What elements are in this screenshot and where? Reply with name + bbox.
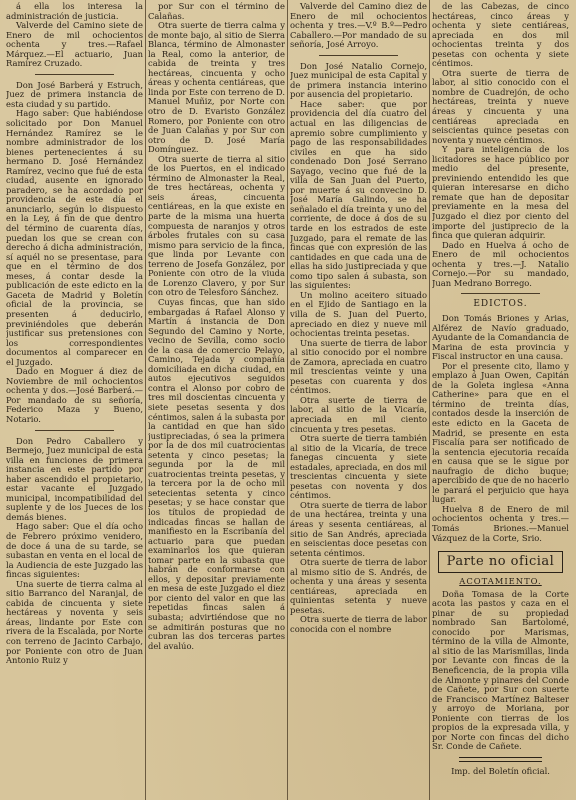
column-rule: [429, 0, 430, 800]
section-separator: [35, 74, 114, 75]
column-1: [6, 2, 143, 794]
section-box-title: Parte no oficial: [438, 551, 563, 573]
column-rule: [287, 0, 288, 800]
paragraph: Valverde del Camino siete de Enero de mil ochocientos ochenta y tres.—Rafael Márquez.—El actuario, Juan Ramírez Cruzado.: [6, 20, 143, 69]
paragraph: Don José Barberá y Estruch, Juez de primera instancia de esta ciudad y su partido.: [6, 79, 143, 109]
paragraph: Otra suerte de tierra de labor, al sitio de la Vicaría, apreciada en mil ciento cincuenta y tres pesetas.: [290, 394, 427, 434]
column-rule: [145, 0, 146, 800]
paragraph: Otra suerte de tierra de labor al mismo sitio de S. Andrés, de ochenta y una áreas y sesenta centiáreas, apreciada en quinientas setenta y nueve pesetas.: [290, 557, 427, 615]
paragraph: Dado en Huelva á ocho de Enero de mil ochocientos ochenta y tres.—J. Natalio Cornejo.—Por su mandado, Juan Medrano Borrego.: [432, 239, 569, 288]
paragraph: Otra suerte de tierra de labor de una hectárea, treinta y una áreas y sesenta centiáreas, al sitio de San Andrés, apreciada en seiscientas doce pesetas con setenta céntimos.: [290, 499, 427, 558]
paragraph: Hace saber: que por providencia del día cuatro del actual en las diligencias de apremio sobre cumplimiento y pago de las responsabilidades civiles en que ha sido condenado Don José Serrano Sayago, vecino que fué de la villa de San Juan del Puerto, por muerte á su convecino D. José María Galindo, se ha señalado el día treinta y uno del corriente, de doce á dos de su tarde en los estrados de este Juzgado, para el remate de las fincas que con expresión de las cantidades en que cada una de ellas ha sido justipreciada y que como tipo salen á subasta, son las siguientes:: [290, 98, 427, 291]
paragraph: Otra suerte de tierra también al sitio de la Vicaría, de trece fanegas cincuenta y siete estadales, apreciada, en dos mil trescientas cincuenta y siete pesetas con noventa y dos céntimos.: [290, 433, 427, 501]
paragraph: Cuyas fincas, que han sido embargadas á Rafael Alonso y Martín á instancia de Don Segundo del Camino y Norte, vecino de Sevilla, como socio de la casa de comercio Pelayo, Camino, Tejada y compañía domiciliada en dicha ciudad, en autos ejecutivos seguidos contra el Alonso por cobro de tres mil doscientas cincuenta y siete pesetas sesenta y dos céntimos, salen á la subasta por la cantidad en que han sido justipreciadas, ó sea la primera por la de dos mil cuatrocientas setenta y cinco pesetas; la segunda por la de mil cuatrocientas treinta pesetas, y la tercera por la de ocho mil setecientas setenta y cinco pesetas; y se hace constar que los títulos de propiedad de indicadas fincas se hallan de manifiesto en la Escribanía del actuario para que puedan examinarlos los que quieran tomar parte en la subasta que habrán de conformarse con ellos, y depositar previamente en mesa de este Juzgado el diez por ciento del valor en que las repetidas fincas salen á subasta; advirtiéndose que no se admitirán posturas que no cubran las dos terceras partes del avalúo.: [148, 296, 285, 651]
edictos-heading: EDICTOS.: [473, 299, 528, 310]
paragraph: Dado en Moguer á diez de Noviembre de mil ochocientos ochenta y dos.—José Barberá.—Por mandado de su señoría, Federico Maza y Bueno, Notario.: [6, 366, 143, 424]
acotamiento-heading: ACOTAMIENTO.: [459, 576, 542, 587]
printer-credit: Imp. del Boletín oficial.: [451, 765, 550, 776]
paragraph: Otra suerte de tierra calma y de monte bajo, al sitio de Sierra Blanca, término de Almonaster la Real, como la anterior, de cabida de treinta y tres hectáreas, cincuenta y ocho áreas y ochenta centiáreas, que linda por Este con terreno de D. Manuel Muñiz, por Norte con otro de D. Evaristo González Romero, por Poniente con otro de Juan Calañas y por Sur con otro de D. José María Domínguez.: [148, 20, 285, 155]
paragraph: Huelva 8 de Enero de mil ochocientos ochenta y tres.—Tomás Briones.—Manuel Vázquez de la Corte, Srio.: [432, 503, 569, 543]
paragraph: de las Cabezas, de cinco hectáreas, cinco áreas y ochenta y siete centiáreas, apreciada en dos mil ochocientas treinta y dos pesetas con ochenta y siete céntimos.: [432, 2, 569, 69]
paragraph: por Sur con el término de Calañas.: [148, 2, 285, 21]
paragraph: Hago saber: Que el día ocho de Febrero próximo venidero, de doce á una de su tarde, se subastan en venta en el local de la Audiencia de este Juzgado las fincas siguientes:: [6, 521, 143, 580]
paragraph: Valverde del Camino diez de Enero de mil ochocientos ochenta y tres.—V.º B.º—Pedro Caballero.—Por mandado de su señoría, José Arroyo.: [290, 2, 427, 50]
paragraph: Doña Tomasa de la Corte acota las pastos y caza en el pinar de su propiedad nombrado San Bartolomé, conocido por Marismas, término de la villa de Almonte, al sitio de las Marismillas, linda por Levante con fincas de la Beneficencia, de la propia villa de Almonte y pinares del Conde de Cañete, por Sur con suerte de Francisco Martínez Balteser y arroyo de Moriana, por Poniente con tierras de los propios de la expresada villa, y por Norte con fincas del dicho Sr. Conde de Cañete.: [432, 588, 569, 752]
paragraph: Hago saber: Que habiéndose solicitado por Don Manuel Hernández Ramírez se le nombre administrador de los bienes pertenecientes á su hermano D. José Hernández Ramírez, vecino que fué de esta ciudad, ausente en ignorado paradero, se ha acordado por providencia de este día el anunciarlo, según lo dispuesto en la Ley, á fin de que dentro del término de cuarenta días, puedan los que se crean con derecho á dicha administración, sí aquél no se presentase, para que en el término de dos meses, á contar desde la publicación de este edicto en la Gaceta de Madrid y Boletín oficial de la provincia, se presenten á deducirlo, previniéndoles que deberán justificar sus pretensiones con los correspondientes documentos al comparecer en el Juzgado.: [6, 108, 143, 367]
paragraph: á ella los interesa la administración de justicia.: [6, 2, 143, 21]
paragraph: Otra suerte de tierra al sitio de los Puertos, en el indicado término de Almonaster la Real, de tres hectáreas, ochenta y seis áreas, cincuenta centiáreas, en la que existe en parte de la misma una huerta compuesta de naranjos y otros árboles frutales con su casa mismo para servicio de la finca, que linda por Levante con terreno de Josefa González, por Poniente con otro de la viuda de Lorenzo Clavero, y por Sur con otro de Telesforo Sánchez.: [148, 153, 285, 298]
paragraph: Y para inteligencia de los licitadores se hace público por medio del presente, previniendo entendido les que quieran interesarse en dicho remate que han de depositar previamente en la mesa del Juzgado el diez por ciento del importe del justiprecio de la finca que quieran adquirir.: [432, 144, 569, 241]
section-separator: [319, 55, 398, 56]
column-4: [432, 2, 569, 794]
paragraph: Otra suerte de tierra de labor conocida con el nombre: [290, 614, 427, 634]
paragraph: Un molino aceitero situado en el Ejido de Santiago en la villa de S. Juan del Puerto, apreciado en diez y nueve mil ochocientas treinta pesetas.: [290, 289, 427, 339]
paragraph: Don José Natalio Cornejo, Juez municipal de esta Capital y de primera instancia interino por ausencia del propietario.: [290, 60, 427, 100]
paragraph: Una suerte de tierra de labor al sitio conocido por el nombre de Zamora, apreciada en cuatro mil trescientas veinte y una pesetas con cuarenta y dos céntimos.: [290, 337, 427, 396]
section-separator: [35, 430, 114, 431]
paragraph: Por el presente cito, llamo y emplazo á Juan Owen, Capitán de la Goleta inglesa «Anna Catherine» para que en el término de treinta días, contados desde la inserción de este edicto en la Gaceta de Madrid, se presente en esta Fiscalía para ser notificado de la sentencia ejecutoria recaída en causa que se le sigue por naufragio de dicho buque; apercibido de que de no hacerlo le parará el perjuicio que haya lugar.: [432, 360, 569, 505]
double-rule: [459, 757, 541, 762]
paragraph: Otra suerte de tierra de labor, al sitio conocido con el nombre de Cuadrejón, de ocho hectáreas, treinta y nueve áreas y cincuenta y una centiáreas apreciada en seiscientas quince pesetas con noventa y nueve céntimos.: [432, 67, 569, 145]
column-3: [290, 2, 427, 794]
section-separator: [461, 293, 540, 294]
paragraph: Don Pedro Caballero y Bermejo, Juez municipal de esta villa en funciones de primera instancia en este partido por haber ascendido el propietario, estar vacante el Juzgado municipal, incompatibilidad del suplente y de los Jueces de los demás bienes.: [6, 435, 143, 522]
paragraph: Don Tomás Briones y Arias, Alférez de Navío graduado, Ayudante de la Comandancia de Marina de esta provincia y Fiscal instructor en una causa.: [432, 312, 569, 362]
paragraph: Una suerte de tierra calma al sitio Barranco del Naranjal, de cabida de cincuenta y siete hectáreas y noventa y seis áreas, lindante por Este con rivera de la Escalada, por Norte con terreno de Jacinto Carbajo, por Poniente con otro de Juan Antonio Ruiz y: [6, 578, 143, 666]
column-2: [148, 2, 285, 794]
